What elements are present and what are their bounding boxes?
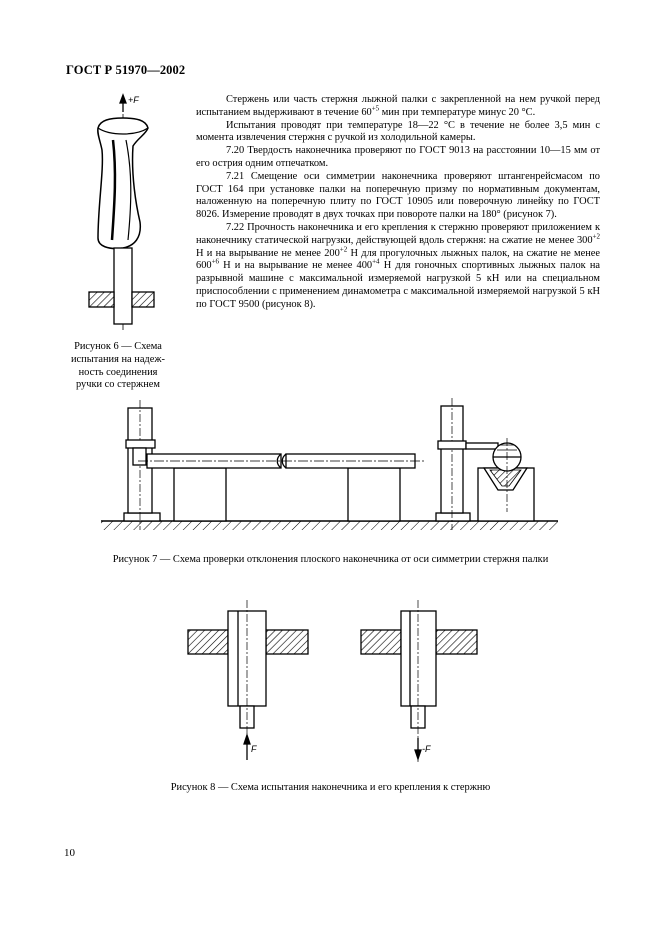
fig8-force-right-label: -F — [422, 744, 431, 754]
page-number: 10 — [64, 847, 75, 859]
figure-8-caption: Рисунок 8 — Схема испытания наконечника и его крепления к стержню — [170, 782, 491, 793]
paragraph-7-22: 7.22 Прочность наконечника и его крепления к стержню проверяют приложением к наконечнику статической нагрузки, действующей вдоль стержня: на сжатие не менее $300^{+2}$ Н и на вырывание не менее $200^{+2}$ Н для прогулочных лыжных палок, на сжатие не менее $600^{+6}$ Н и на вырывание не менее $400^{+4}$ Н для гоночных спортивных лыжных палок на разрывной машине с максимальной измеряемой нагрузкой 5 кН или на специальном приспособлении с применением динамометра с максимальной измеряемой нагрузкой 5 кН по ГОСТ 9500 (рисунок 8). — [196, 221, 600, 310]
paragraph-2: Испытания проводят при температуре 18—22 °С в течение не более 3,5 мин с момента извлечения стержня с ручкой из холодильной камеры. — [196, 119, 600, 144]
paragraph-1: Стержень или часть стержня лыжной палки с закрепленной на нем ручкой перед испытанием выдерживают в течение $60^{+5}$ мин при температуре минус 20 °С. — [196, 94, 600, 118]
fig6-force-label: +F — [128, 95, 139, 105]
figure-7-caption: Рисунок 7 — Схема проверки отклонения плоского наконечника от оси симметрии стержня палки — [112, 554, 549, 565]
figure-6-caption: Рисунок 6 — Схема испытания на надеж- ность соединения ручки со стержнем — [71, 341, 165, 391]
paragraph-7-20: 7.20 Твердость наконечника проверяют по ГОСТ 9013 на расстоянии 10—15 мм от его острия одним отпечатком. — [196, 145, 600, 169]
fig8-force-left-label: F — [251, 744, 257, 754]
figure-8-drawing — [188, 600, 477, 762]
paragraph-7-21: 7.21 Смещение оси симметрии наконечника проверяют штангенрейсмасом по ГОСТ 164 при установке палки на поперечную призму по нормативным документам, наложенную на поперечную плиту по ГОСТ 10905 или поверочную линейку по ГОСТ 8026. Измерение проводят в двух точках при повороте палки на 180° (рисунок 7). — [196, 170, 600, 221]
figure-7-drawing — [101, 398, 558, 530]
document-header: ГОСТ Р 51970—2002 — [66, 63, 186, 77]
figure-6-drawing — [89, 95, 154, 330]
